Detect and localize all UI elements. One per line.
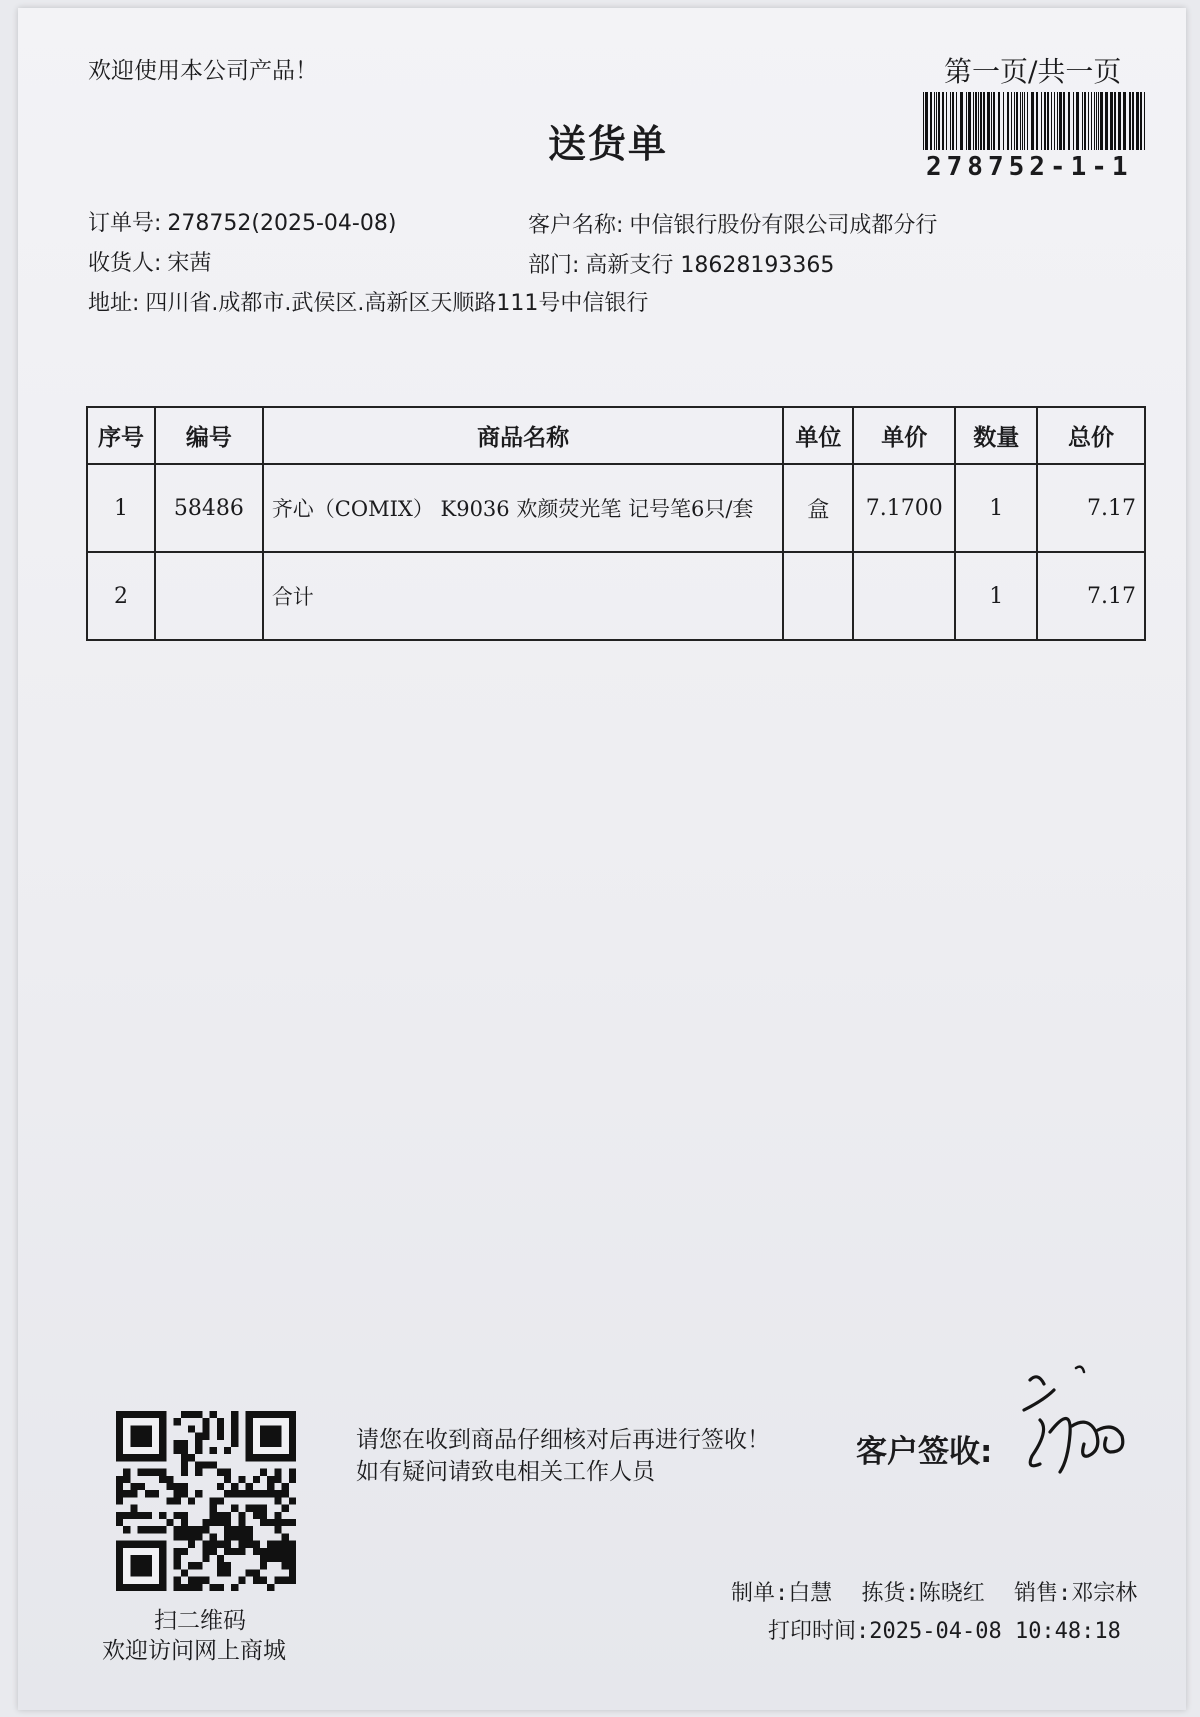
receiver-field: [88, 246, 211, 277]
page-info: 第一页/共一页: [944, 55, 1122, 88]
department-field: [528, 248, 834, 279]
cell-total: 7.17: [1037, 464, 1145, 552]
cell-price: [853, 552, 955, 640]
department-value: 高新支行 18628193365: [585, 253, 835, 278]
page-title: 送货单: [548, 122, 669, 166]
cell-seq: 1: [87, 464, 155, 552]
header-seq: 序号: [87, 407, 155, 464]
staff-line: [731, 1576, 1137, 1607]
welcome-text: 欢迎使用本公司产品！: [88, 58, 318, 84]
picker-label: 拣货:: [861, 1581, 919, 1606]
cell-name: 合计: [263, 552, 784, 640]
maker-value: 白慧: [788, 1581, 833, 1606]
cell-qty: 1: [955, 552, 1037, 640]
barcode-icon: [923, 92, 1145, 150]
cell-seq: 2: [87, 552, 155, 640]
customer-value: 中信银行股份有限公司成都分行: [629, 213, 938, 238]
qr-code-icon[interactable]: [114, 1411, 298, 1591]
header-total: 总价: [1037, 407, 1145, 464]
cell-total: 7.17: [1037, 552, 1145, 640]
qr-caption-scan: 扫二维码: [154, 1608, 246, 1634]
print-time-value: 2025-04-08 10:48:18: [869, 1619, 1121, 1644]
cell-name: 齐心（COMIX） K9036 欢颜荧光笔 记号笔6只/套: [263, 464, 784, 552]
table-row: [87, 552, 1145, 640]
address-value: 四川省.成都市.武侯区.高新区天顺路111号中信银行: [145, 291, 649, 316]
print-time-label: 打印时间:: [768, 1619, 870, 1644]
print-time-line: [768, 1614, 1121, 1645]
signing-notice: 请您在收到商品仔细核对后再进行签收！如有疑问请致电相关工作人员: [356, 1427, 770, 1485]
order-number-label: 订单号:: [88, 211, 162, 236]
delivery-note-page: [18, 8, 1186, 1710]
order-number-field: [88, 206, 396, 237]
cell-unit: [783, 552, 853, 640]
customer-signature-label: 客户签收:: [856, 1434, 993, 1470]
header-name: 商品名称: [263, 407, 784, 464]
order-number-value: 278752(2025-04-08): [167, 211, 397, 236]
table-header-row: [87, 407, 1145, 464]
cell-price: 7.1700: [853, 464, 955, 552]
address-field: [88, 286, 648, 317]
department-label: 部门:: [528, 253, 580, 278]
barcode-number: 278752-1-1: [926, 152, 1133, 182]
sales-label: 销售:: [1014, 1581, 1072, 1606]
header-code: 编号: [155, 407, 263, 464]
cell-unit: 盒: [783, 464, 853, 552]
customer-field: [528, 208, 937, 239]
items-table: [86, 406, 1146, 641]
handwritten-signature: [1010, 1360, 1140, 1510]
maker-label: 制单:: [731, 1581, 789, 1606]
receiver-label: 收货人:: [88, 251, 162, 276]
address-label: 地址:: [88, 291, 140, 316]
sales-value: 邓宗林: [1071, 1581, 1138, 1606]
qr-caption-mall: 欢迎访问网上商城: [102, 1638, 286, 1664]
cell-code: 58486: [155, 464, 263, 552]
header-unit: 单位: [783, 407, 853, 464]
cell-qty: 1: [955, 464, 1037, 552]
picker-value: 陈晓红: [918, 1581, 985, 1606]
cell-code: [155, 552, 263, 640]
header-qty: 数量: [955, 407, 1037, 464]
header-price: 单价: [853, 407, 955, 464]
table-row: [87, 464, 1145, 552]
receiver-value: 宋茜: [167, 251, 212, 276]
customer-label: 客户名称:: [528, 213, 624, 238]
